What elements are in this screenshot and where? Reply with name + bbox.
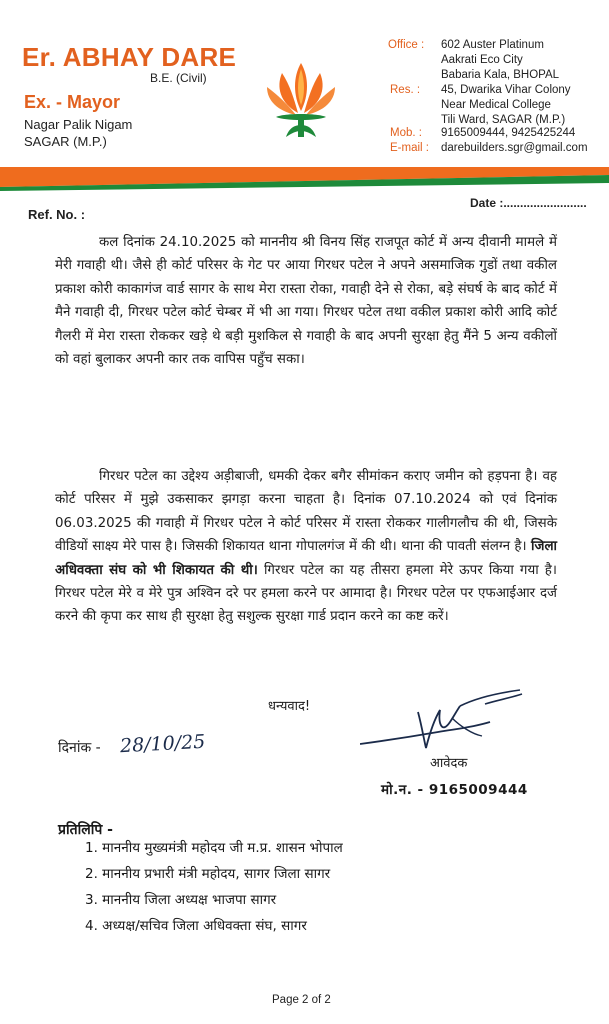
cc-title: प्रतिलिपि -	[58, 822, 113, 838]
signature-icon	[360, 682, 530, 762]
handwritten-date: 28/10/25	[119, 730, 206, 758]
office-address: 602 Auster Platinum Aakrati Eco City Babaria Kala, BHOPAL	[441, 39, 560, 81]
body-paragraph-1: कल दिनांक 24.10.2025 को माननीय श्री विनय सिंह राजपूत कोर्ट में अन्य दीवानी मामले में मेरी गवाही थी। जैसे ही कोर्ट परिसर के गेट पर आया गिरधर पटेल ने अपने असमाजिक गुडों तथा वकील प्रकाश कोरी काकागंज वार्ड सागर के साथ मेरा रास्ता रोका, गवाही देने से रोका, बड़े संघर्ष के बाद कोर्ट में मैने गवाही दी, गिरधर पटेल कोर्ट चेम्बर में भी आ गया। गिरधर पटेल तथा वकील प्रकाश कोरी आदि कोर्ट गैलरी में मेरा रास्ता रोककर खड़े थे बड़ी मुशकिल से गवाही के बाद अपनी सुरक्षा हेतु मैंने 5 अन्य वकीलों को वहां बुलाकर अपनी कार तक वापिस पहुँच सका।	[55, 235, 557, 368]
cc-item: 2. माननीय प्रभारी मंत्री महोदय, सागर जिला सागर	[85, 866, 331, 882]
mob-value: 9165009444, 9425425244	[441, 127, 576, 139]
date-field: Date :.........................	[470, 196, 587, 210]
applicant-label: आवेदक	[430, 756, 468, 771]
bold-statement: जिला अधिवक्ता संघ को भी शिकायत की थी।	[55, 539, 557, 578]
res-label: Res. :	[390, 84, 421, 96]
org-line-1: Nagar Palik Nigam	[24, 117, 133, 132]
letterhead-name: Er. ABHAY DARE	[22, 42, 237, 72]
office-label: Office :	[388, 39, 425, 51]
lotus-logo-icon	[262, 55, 340, 145]
cc-item: 1. माननीय मुख्यमंत्री महोदय जी म.प्र. शासन भोपाल	[85, 840, 343, 856]
applicant-mobile: मो.न. - 9165009444	[381, 782, 528, 798]
page-number: Page 2 of 2	[272, 994, 331, 1006]
mob-label: Mob. :	[390, 127, 422, 139]
ref-no: Ref. No. :	[28, 207, 86, 222]
letterhead-degree: B.E. (Civil)	[150, 71, 207, 85]
header-band	[0, 165, 609, 191]
cc-item: 4. अध्यक्ष/सचिव जिला अधिवक्ता संघ, सागर	[85, 918, 307, 934]
res-address: 45, Dwarika Vihar Colony Near Medical College Tili Ward, SAGAR (M.P.)	[441, 84, 571, 126]
dinank-label: दिनांक -	[58, 740, 101, 756]
cc-item: 3. माननीय जिला अध्यक्ष भाजपा सागर	[85, 892, 277, 908]
thanks-text: धन्यवाद!	[268, 699, 311, 714]
letterhead-title: Ex. - Mayor	[24, 92, 121, 112]
email-label: E-mail :	[390, 142, 429, 154]
body-paragraph-2: गिरधर पटेल का उद्देश्य अड़ीबाजी, धमकी देकर बगैर सीमांकन कराए जमीन को हड़पना है। वह कोर्ट परिसर में मुझे उकसाकर झगड़ा करना चाहता है। दिनांक 07.10.2024 को एवं दिनांक 06.03.2025 की गवाही में गिरधर पटेल ने कोर्ट परिसर में रास्ता रोककर गालीगलौच की थी, जिसके वीडियों साक्ष्य मेरे पास है। जिसकी शिकायत थाना गोपालगंज में की थी। थाना की पावती संलग्न है। जिला अधिवक्ता संघ को भी शिकायत की थी। गिरधर पटेल का यह तीसरा हमला मेरे ऊपर किया गया है। गिरधर पटेल मेरे व मेरे पुत्र अश्विन दरे पर हमला करने पर आमादा है। गिरधर पटेल पर एफआईआर दर्ज करने की कृपा कर साथ ही सुरक्षा हेतु सशुल्क सुरक्षा गार्ड प्रदान करने का कष्ट करें।	[55, 469, 557, 625]
org-line-2: SAGAR (M.P.)	[24, 134, 107, 149]
email-value: darebuilders.sgr@gmail.com	[441, 142, 588, 154]
letterhead-org	[24, 116, 132, 150]
